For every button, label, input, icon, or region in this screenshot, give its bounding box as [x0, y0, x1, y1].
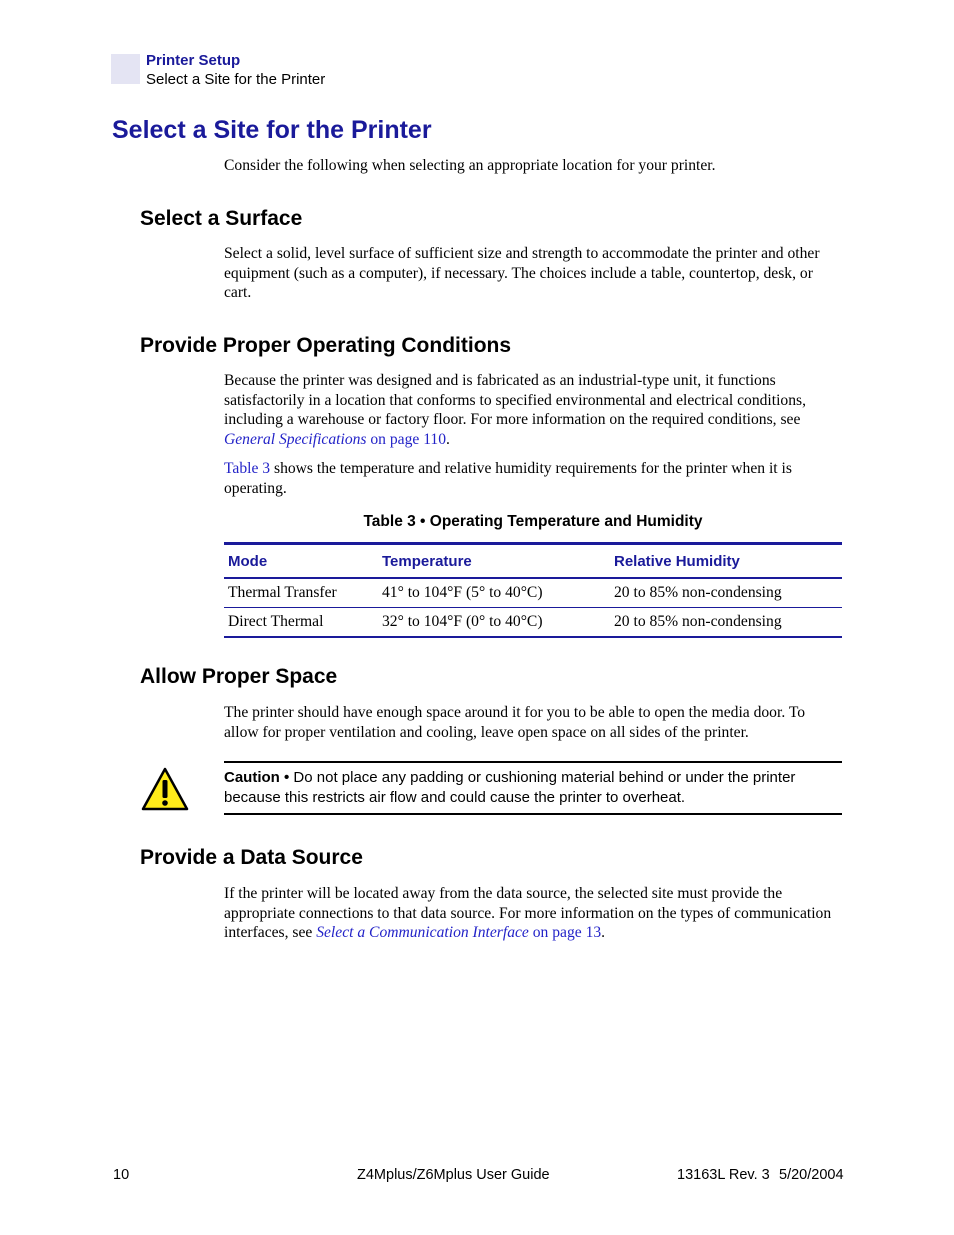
heading-select-surface: Select a Surface [140, 207, 303, 230]
table-row [224, 608, 842, 638]
data-source-text-end: . [601, 924, 606, 941]
cell-temperature: 41° to 104°F (5° to 40°C) [378, 578, 610, 608]
caution-label: Caution • [224, 769, 290, 786]
communication-interface-link-page[interactable]: on page 13 [528, 924, 602, 941]
header-humidity: Relative Humidity [610, 544, 842, 579]
operating-conditions-table [224, 542, 842, 638]
header-chapter: Printer Setup [146, 52, 241, 69]
footer-date: 5/20/2004 [779, 1167, 844, 1183]
general-specifications-link-page[interactable]: on page 110 [366, 430, 447, 448]
conditions-text-end: . [446, 430, 450, 448]
footer-guide-title: Z4Mplus/Z6Mplus User Guide [357, 1167, 550, 1183]
general-specifications-link[interactable] [224, 431, 446, 448]
header-temperature: Temperature [378, 544, 610, 579]
heading-data-source: Provide a Data Source [140, 846, 363, 869]
data-source-paragraph [224, 884, 842, 943]
communication-interface-link-title[interactable]: Select a Communication Interface [316, 924, 529, 941]
general-specifications-link-title[interactable]: General Specifications [224, 430, 367, 448]
space-paragraph: The printer should have enough space around it for you to be able to open the media door. To allow for proper ventilation and cooling, leave open space on all sides of the printer. [224, 704, 806, 741]
footer-page-number: 10 [113, 1167, 130, 1183]
page-title: Select a Site for the Printer [112, 116, 432, 144]
intro-paragraph: Consider the following when selecting an appropriate location for your printer. [224, 157, 716, 174]
cell-mode: Direct Thermal [224, 608, 378, 638]
caution-text: Do not place any padding or cushioning material behind or under the printer because this restricts air flow and could cause the printer to overheat. [224, 769, 796, 806]
cell-temperature: 32° to 104°F (0° to 40°C) [378, 608, 610, 638]
header-mode: Mode [224, 544, 378, 579]
warning-triangle-icon [140, 766, 190, 812]
surface-paragraph: Select a solid, level surface of sufficient size and strength to accommodate the printer and other equipment (such as a computer), if necessary. The choices include a table, countertop, desk, or cart. [224, 245, 820, 301]
data-source-text: If the printer will be located away from the data source, the selected site must provide the appropriate connections to that data source. For more information on the types of communication interfaces, see [224, 885, 832, 941]
table-caption: Table 3 • Operating Temperature and Humidity [363, 513, 703, 530]
footer-revision: 13163L Rev. 3 [677, 1167, 770, 1183]
header-section: Select a Site for the Printer [146, 71, 326, 88]
conditions-paragraph [224, 371, 842, 449]
caution-top-rule [224, 761, 842, 763]
table-reference-paragraph [224, 459, 842, 498]
communication-interface-link[interactable] [316, 924, 601, 941]
conditions-text: Because the printer was designed and is fabricated as an industrial-type unit, it functions satisfactorily in a location that conforms to specified environmental and electrical conditions, including a warehouse or factory floor. For more information on the required conditions, see [224, 372, 806, 428]
header-marker-box [111, 54, 140, 84]
cell-humidity: 20 to 85% non-condensing [610, 578, 842, 608]
heading-allow-space: Allow Proper Space [140, 665, 338, 688]
cell-humidity: 20 to 85% non-condensing [610, 608, 842, 638]
cell-mode: Thermal Transfer [224, 578, 378, 608]
caution-bottom-rule [224, 813, 842, 815]
table-reference-text: shows the temperature and relative humidity requirements for the printer when it is operating. [224, 460, 792, 497]
table-header-row [224, 544, 842, 579]
table-3-link[interactable]: Table 3 [224, 460, 271, 477]
table-row [224, 578, 842, 608]
caution-note [224, 768, 842, 807]
heading-operating-conditions: Provide Proper Operating Conditions [140, 334, 512, 357]
